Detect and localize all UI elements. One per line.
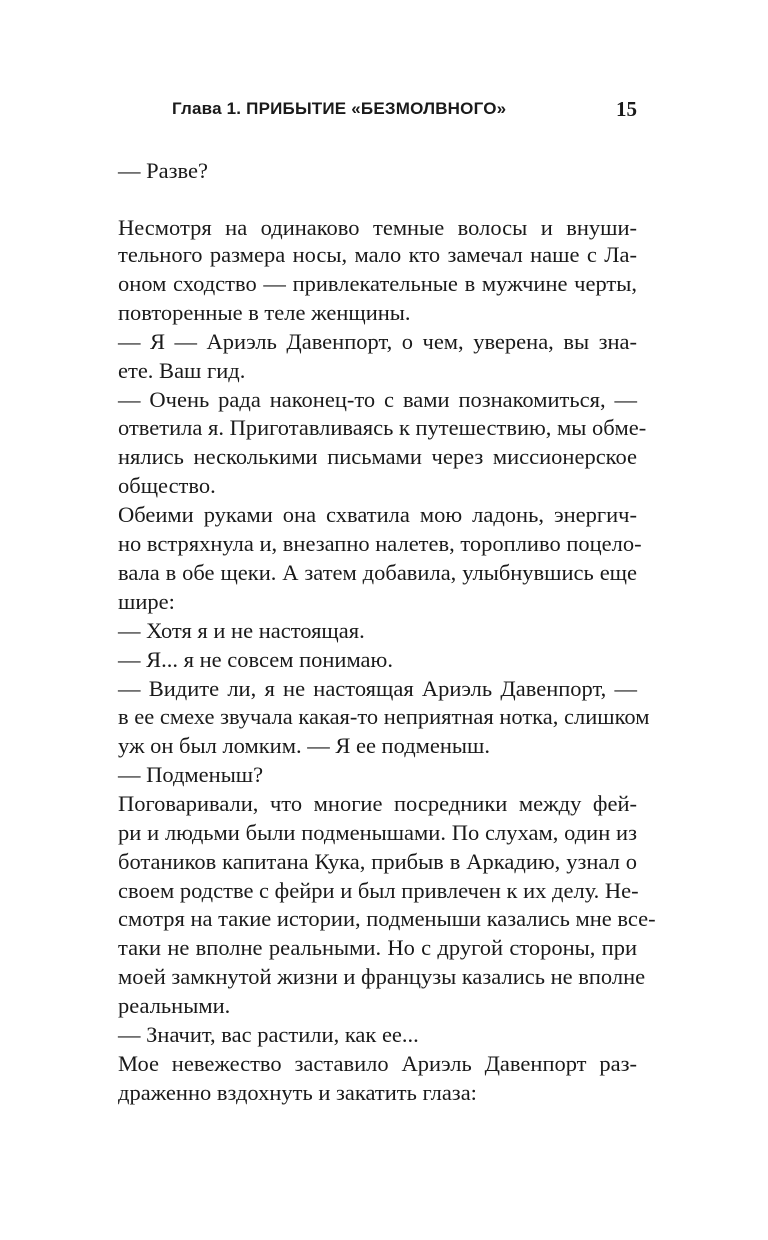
text-line: своем родстве с фейри и был привлечен к их делу. Не- (118, 878, 639, 903)
text-line: реальными. (118, 993, 231, 1018)
text-line: — Очень рада наконец-то с вами познакомиться, — (118, 387, 637, 412)
page-number: 15 (616, 97, 637, 121)
text-line: но встряхнула и, внезапно налетев, торопливо поцело- (118, 531, 642, 556)
text-line: нялись несколькими письмами через миссионерское (118, 444, 637, 469)
running-title: Глава 1. ПРИБЫТИЕ «БЕЗМОЛВНОГО» (172, 99, 507, 118)
text-line: — Хотя я и не настоящая. (118, 618, 365, 643)
text-line: общество. (118, 473, 216, 498)
text-line: ответила я. Приготавливаясь к путешествию, мы обме- (118, 415, 647, 440)
text-line: — Видите ли, я не настоящая Ариэль Давенпорт, — (118, 676, 637, 701)
text-line: тельного размера носы, мало кто замечал наше с Ла- (118, 242, 637, 267)
text-line: Мое невежество заставило Ариэль Давенпорт раз- (118, 1051, 637, 1076)
text-line: — Разве? (118, 158, 208, 183)
text-line: — Я... я не совсем понимаю. (118, 647, 393, 672)
text-line: — Значит, вас растили, как ее... (118, 1022, 419, 1047)
text-line: Поговаривали, что многие посредники между фей- (118, 791, 637, 816)
text-line: оном сходство — привлекательные в мужчине черты, (118, 271, 637, 296)
text-line: вала в обе щеки. А затем добавила, улыбнувшись еще (118, 560, 637, 585)
text-line: смотря на такие истории, подменыши казались мне все- (118, 906, 656, 931)
text-line: таки не вполне реальными. Но с другой стороны, при (118, 935, 637, 960)
text-line: ри и людьми были подменышами. По слухам, один из (118, 820, 637, 845)
text-line: шире: (118, 589, 175, 614)
text-line: — Подменыш? (118, 762, 264, 787)
text-line: Обеими руками она схватила мою ладонь, энергич- (118, 502, 637, 527)
text-line: ете. Ваш гид. (118, 358, 246, 383)
text-line: в ее смехе звучала какая-то неприятная нотка, слишком (118, 704, 650, 729)
text-line: уж он был ломким. — Я ее подменыш. (118, 733, 490, 758)
text-line: — Я — Ариэль Давенпорт, о чем, уверена, вы зна- (118, 329, 637, 354)
text-line: Несмотря на одинаково темные волосы и внуши- (118, 215, 637, 240)
text-line: моей замкнутой жизни и французы казались не вполне (118, 964, 646, 989)
text-line: повторенные в теле женщины. (118, 300, 411, 325)
text-line: драженно вздохнуть и закатить глаза: (118, 1080, 477, 1105)
text-line: ботаников капитана Кука, прибыв в Аркадию, узнал о (118, 849, 637, 874)
